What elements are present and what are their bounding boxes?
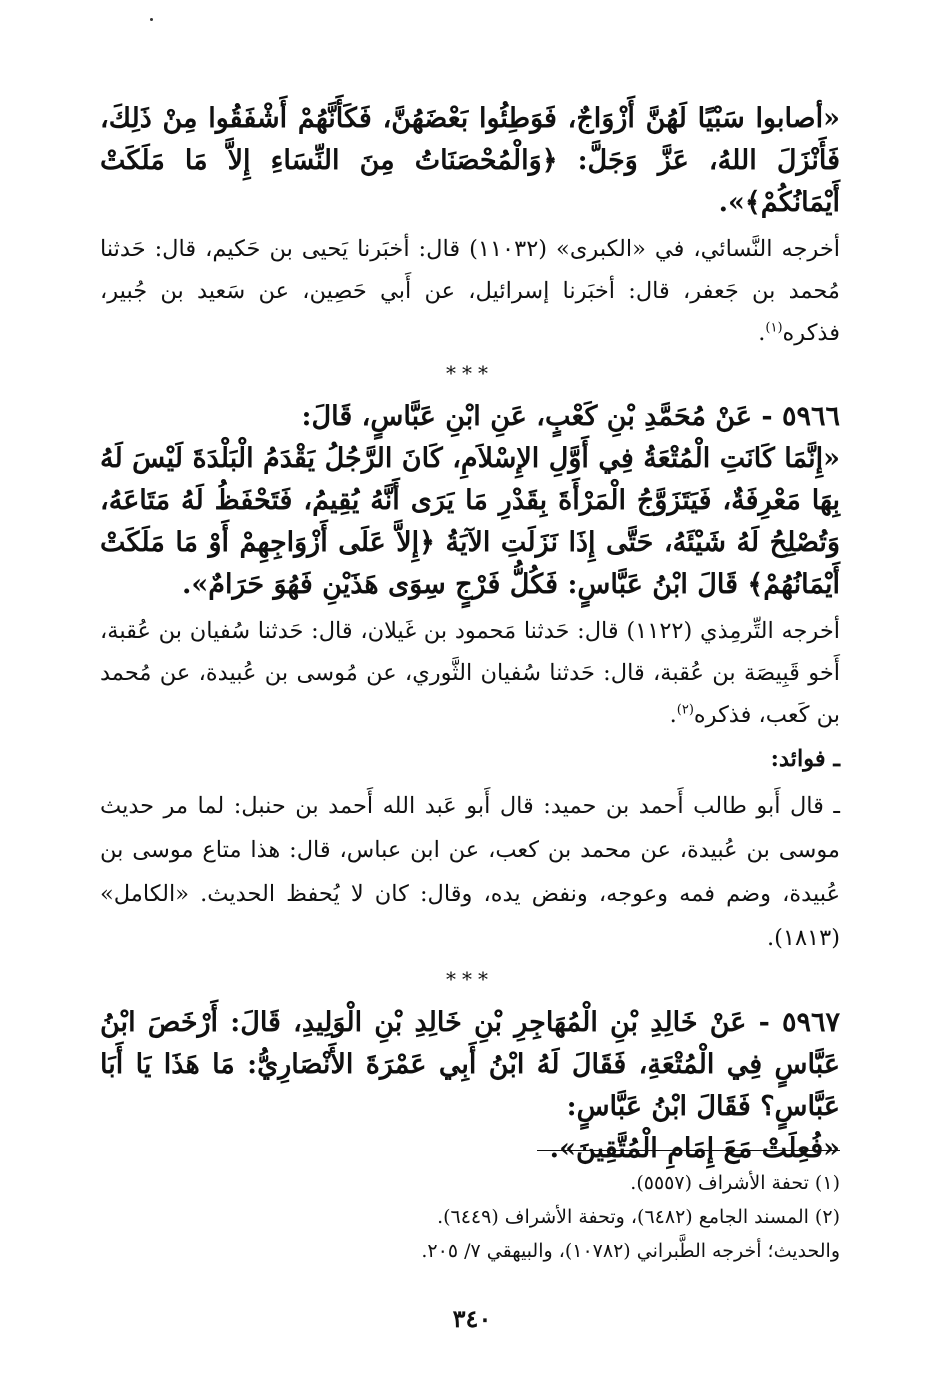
footnotes [100, 1166, 840, 1268]
hadith-5965-end: «أصابوا سَبْيًا لَهُنَّ أَزْوَاجٌ، فَوَطِئُوا بَعْضَهُنَّ، فَكَأَنَّهُمْ أَشْفَقُوا مِنْ ذَلِكَ، فَأَنْزَلَ اللهُ، عَزَّ وَجَلَّ: ﴿وَالْمُحْصَنَاتُ مِنَ النِّسَاءِ إِلاَّ مَا مَلَكَتْ أَيْمَانُكُمْ﴾». [100, 103, 840, 218]
scan-dot [150, 18, 153, 21]
section-separator: *** [446, 361, 494, 385]
footnote-ref-2[interactable]: (٢) [676, 702, 694, 718]
section-separator: *** [446, 967, 494, 991]
footnote-divider [537, 1150, 840, 1151]
takhrij-5966: أخرجه التِّرمِذي (١١٢٢) قال: حَدثنا مَحمود بن غَيلان، قال: حَدثنا سُفيان بن عُقبة، أَخو قَبِيصَة بن عُقبة، قال: حَدثنا سُفيان الثَّوري، عن مُوسى بن عُبيدة، عن مُحمد بن كَعب، فذكره$^{(٢)}$. [100, 618, 840, 728]
footnote-2-continuation: والحديث؛ أخرجه الطَّبراني (١٠٧٨٢)، والبيهقي ٧/ ٢٠٥. [421, 1240, 840, 1262]
takhrij-5965-text: أخرجه النَّسائي، في «الكبرى» (١١٠٣٢) قال: أخبَرنا يَحيى بن حَكيم، قال: حَدثنا مُحمد بن جَعفر، قال: أخبَرنا إسرائيل، عن أَبي حَصِين، عن سَعيد بن جُبير، فذكره [100, 236, 840, 346]
hadith-5967-text: «فُعِلَتْ مَعَ إِمَامِ الْمُتَّقِينَ». [549, 1133, 840, 1164]
fawaid-heading: ـ فوائد: [770, 746, 840, 772]
takhrij-5965: أخرجه النَّسائي، في «الكبرى» (١١٠٣٢) قال: أخبَرنا يَحيى بن حَكيم، قال: حَدثنا مُحمد بن جَعفر، قال: أخبَرنا إسرائيل، عن أَبي حَصِين، عن سَعيد بن جُبير، فذكره$^{(١)}$. [100, 236, 840, 346]
hadith-5966-header: ٥٩٦٦ - عَنْ مُحَمَّدِ بْنِ كَعْبٍ، عَنِ ابْنِ عَبَّاسٍ، قَالَ: [301, 401, 840, 432]
fawaid-text: ـ قال أَبو طالب أَحمد بن حميد: قال أَبو عَبد الله أَحمد بن حنبل: لما مر حديث موسى بن عُبيدة، عن محمد بن كعب، عن ابن عباس، قال: هذا متاع موسى بن عُبيدة، وضم فمه وعوجه، ونفض يده، وقال: كان لا يُحفظ الحديث. «الكامل» (١٨١٣). [100, 793, 840, 951]
page-body [100, 98, 840, 1170]
page-number: ٣٤٠ [452, 1304, 492, 1333]
footnote-2: (٢) المسند الجامع (٦٤٨٢)، وتحفة الأشراف (٦٤٤٩). [437, 1206, 840, 1228]
footnote-1: (١) تحفة الأشراف (٥٥٥٧). [630, 1172, 840, 1194]
footnote-ref-1[interactable]: (١) [765, 320, 783, 336]
hadith-5967-header: ٥٩٦٧ - عَنْ خَالِدِ بْنِ الْمُهَاجِرِ بْنِ خَالِدِ بْنِ الْوَلِيدِ، قَالَ: أَرْخَصَ ابْنُ عَبَّاسٍ فِي الْمُتْعَةِ، فَقَالَ لَهُ ابْنُ أَبِي عَمْرَةَ الأَنْصَارِيُّ: مَا هَذَا يَا أَبَا عَبَّاسٍ؟ فَقَالَ ابْنُ عَبَّاسٍ: [100, 1007, 840, 1122]
takhrij-5966-text: أخرجه التِّرمِذي (١١٢٢) قال: حَدثنا مَحمود بن غَيلان، قال: حَدثنا سُفيان بن عُقبة، أَخو قَبِيصَة بن عُقبة، قال: حَدثنا سُفيان الثَّوري، عن مُوسى بن عُبيدة، عن مُحمد بن كَعب، فذكره [100, 618, 840, 728]
hadith-5966-text: «إِنَّمَا كَانَتِ الْمُتْعَةُ فِي أَوَّلِ الإِسْلاَمِ، كَانَ الرَّجُلُ يَقْدَمُ الْبَلْدَةَ لَيْسَ لَهُ بِهَا مَعْرِفَةٌ، فَيَتَزَوَّجُ الْمَرْأَةَ بِقَدْرِ مَا يَرَى أَنَّهُ يُقِيمُ، فَتَحْفَظُ لَهُ مَتَاعَهُ، وَتُصْلِحُ لَهُ شَيْئَهُ، حَتَّى إِذَا نَزَلَتِ الآيَةُ ﴿إِلاَّ عَلَى أَزْوَاجِهِمْ أَوْ مَا مَلَكَتْ أَيْمَانُهُمْ﴾ قَالَ ابْنُ عَبَّاسٍ: فَكُلُّ فَرْجٍ سِوَى هَذَيْنِ فَهُوَ حَرَامٌ». [100, 443, 840, 600]
